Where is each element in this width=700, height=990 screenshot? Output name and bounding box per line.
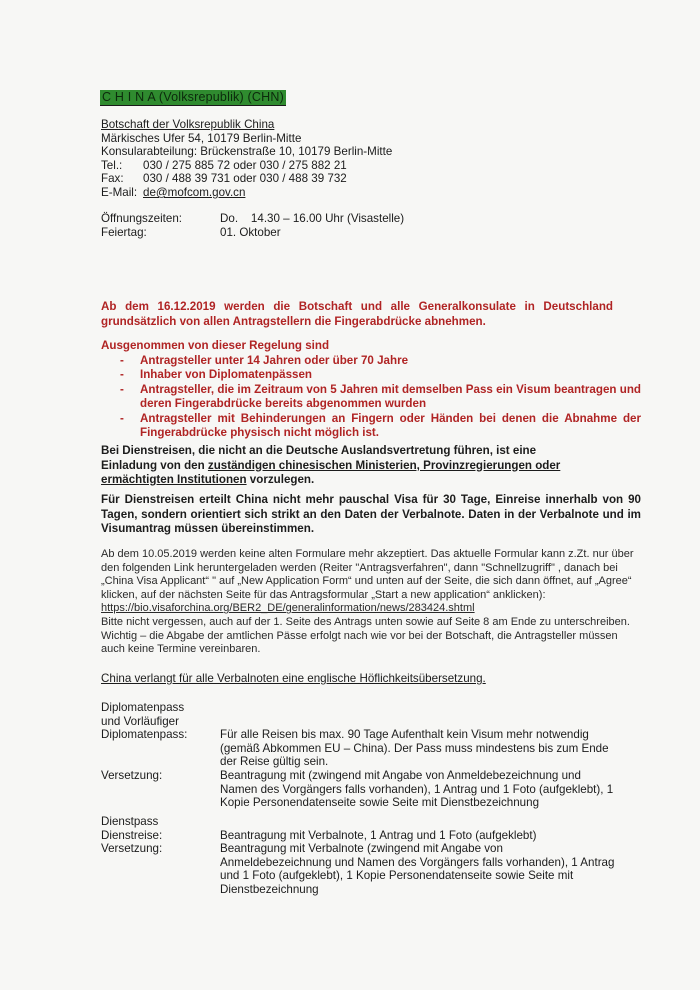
phone-label: Tel.: [101, 158, 123, 172]
email-link[interactable]: de@mofcom.gov.cn [143, 185, 246, 199]
opening-hours-value: Do. 14.30 – 16.00 Uhr (Visastelle) [220, 212, 405, 225]
exception-item: - Antragsteller, die im Zeitraum von 5 Jahren mit demselben Pass ein Visum beantragen und deren Fingerabdrücke bereits abgenommen wurden [101, 383, 641, 412]
business-trip-label: Dienstreise: [101, 828, 163, 842]
fax-value: 030 / 488 39 731 oder 030 / 488 39 732 [143, 172, 347, 186]
embassy-name: Botschaft der Volksrepublik China [101, 118, 275, 131]
diplomat-label-line2: und Vorläufiger [101, 714, 179, 728]
application-form-section [101, 548, 641, 657]
business-trip-invitation-notice [101, 444, 571, 488]
opening-hours [101, 212, 404, 239]
exceptions-heading: Ausgenommen von dieser Regelung sind [101, 339, 330, 352]
email-label: E-Mail: [101, 185, 138, 199]
exceptions-list [101, 354, 641, 441]
phone-row [101, 159, 392, 173]
embassy-street: Märkisches Ufer 54, 10179 Berlin-Mitte [101, 131, 302, 145]
invitation-text-start: Bei Dienstreisen, die nicht an die Deutsche Auslandsvertretung führen, ist eine Einladung von den [101, 444, 537, 472]
service-transfer-rule: Beantragung mit Verbalnote (zwingend mit Angabe von Anmeldebezeichnung und Namen des Vorgängers falls vorhanden), 1 Antrag und 1 Foto (aufgeklebt), 1 Kopie Personendatenseite sowie Seite mit Dienstbezeichnung [220, 842, 615, 896]
country-title: C H I N A (Volksrepublik) (CHN) [102, 90, 284, 104]
diplomat-travel-rule: Für alle Reisen bis max. 90 Tage Aufenthalt kein Visum mehr notwendig (gemäß Abkommen EU – China). Der Pass muss mindestens bis zum Ende der Reise gültig sein. [220, 728, 609, 769]
email-row [101, 186, 392, 200]
diplomat-transfer-label: Versetzung: [101, 768, 163, 782]
exceptions-section [101, 339, 641, 441]
diplomat-label-line1: Diplomatenpass [101, 701, 185, 714]
diplomat-label-line3: Diplomatenpass: [101, 728, 188, 742]
ministries-link: zuständigen chinesischen Ministerien, Provinzregierungen oder ermächtigten Institutionen [101, 458, 561, 486]
passport-submission-note: Wichtig – die Abgabe der amtlichen Pässe erfolgt nach wie vor bei der Botschaft, die Antragsteller müssen auch keine Termine vereinbaren. [101, 629, 618, 656]
consular-address: Konsularabteilung: Brückenstraße 10, 10179 Berlin-Mitte [101, 145, 393, 159]
fingerprint-notice: Ab dem 16.12.2019 werden die Botschaft und alle Generalkonsulate in Deutschland grundsätzlich von allen Antragstellern die Fingerabdrücke abnehmen. [101, 300, 613, 328]
holiday-label: Feiertag: [101, 225, 147, 239]
service-passport-label: Dienstpass [101, 815, 159, 828]
exception-item: - Antragsteller mit Behinderungen an Fingern oder Händen bei denen die Abnahme der Fingerabdrücke physisch nicht möglich ist. [101, 412, 641, 441]
form-link[interactable]: https://bio.visaforchina.org/BER2_DE/generalinformation/news/283424.shtml [101, 602, 475, 615]
fax-row [101, 172, 392, 186]
invitation-text-end: vorzulegen. [246, 473, 315, 486]
fax-label: Fax: [101, 172, 124, 186]
opening-hours-label: Öffnungszeiten: [101, 212, 182, 225]
diplomatic-passport-section [101, 701, 615, 810]
diplomat-transfer-rule: Beantragung mit (zwingend mit Angabe von Anmeldebezeichnung und Namen des Vorgängers falls vorhanden), 1 Antrag und 1 Foto (aufgeklebt), 1 Kopie Personendatenseite sowie Seite mit Dienstbezeichnung [220, 768, 614, 810]
service-transfer-label: Versetzung: [101, 842, 163, 856]
verbal-note-translation: China verlangt für alle Verbalnoten eine englische Höflichkeitsübersetzung. [101, 672, 486, 685]
signature-reminder: Bitte nicht vergessen, auch auf der 1. Seite des Antrags unten sowie auf Seite 8 am Ende zu unterschreiben. [101, 615, 630, 628]
form-instructions: Ab dem 10.05.2019 werden keine alten Formulare mehr akzeptiert. Das aktuelle Formular kann z.Zt. nur über den folgenden Link heruntergeladen werden (Reiter "Antragsverfahren", dann "Schnellzugriff" , danach bei „China Visa Applicant“ " auf „New Application Form“ und unten auf der Seite, die sich dann öffnet, auf „Agree“ klicken, auf der nächsten Seite für das Antragsformular „Start a new application“ anklicken): [101, 548, 634, 601]
embassy-address [101, 118, 392, 200]
exception-item: - Antragsteller unter 14 Jahren oder über 70 Jahre [101, 354, 641, 369]
business-trip-rule: Beantragung mit Verbalnote, 1 Antrag und 1 Foto (aufgeklebt) [220, 828, 537, 842]
holiday-value: 01. Oktober [220, 225, 281, 239]
service-passport-section [101, 815, 615, 897]
exception-item: - Inhaber von Diplomatenpässen [101, 368, 641, 383]
visa-duration-notice: Für Dienstreisen erteilt China nicht mehr pauschal Visa für 30 Tage, Einreise innerhalb von 90 Tagen, sondern orientiert sich strikt an den Daten der Verbalnote. Daten in der Verbalnote und im Visumantrag müssen übereinstimmen. [101, 493, 641, 535]
phone-value: 030 / 275 885 72 oder 030 / 275 882 21 [143, 158, 347, 172]
